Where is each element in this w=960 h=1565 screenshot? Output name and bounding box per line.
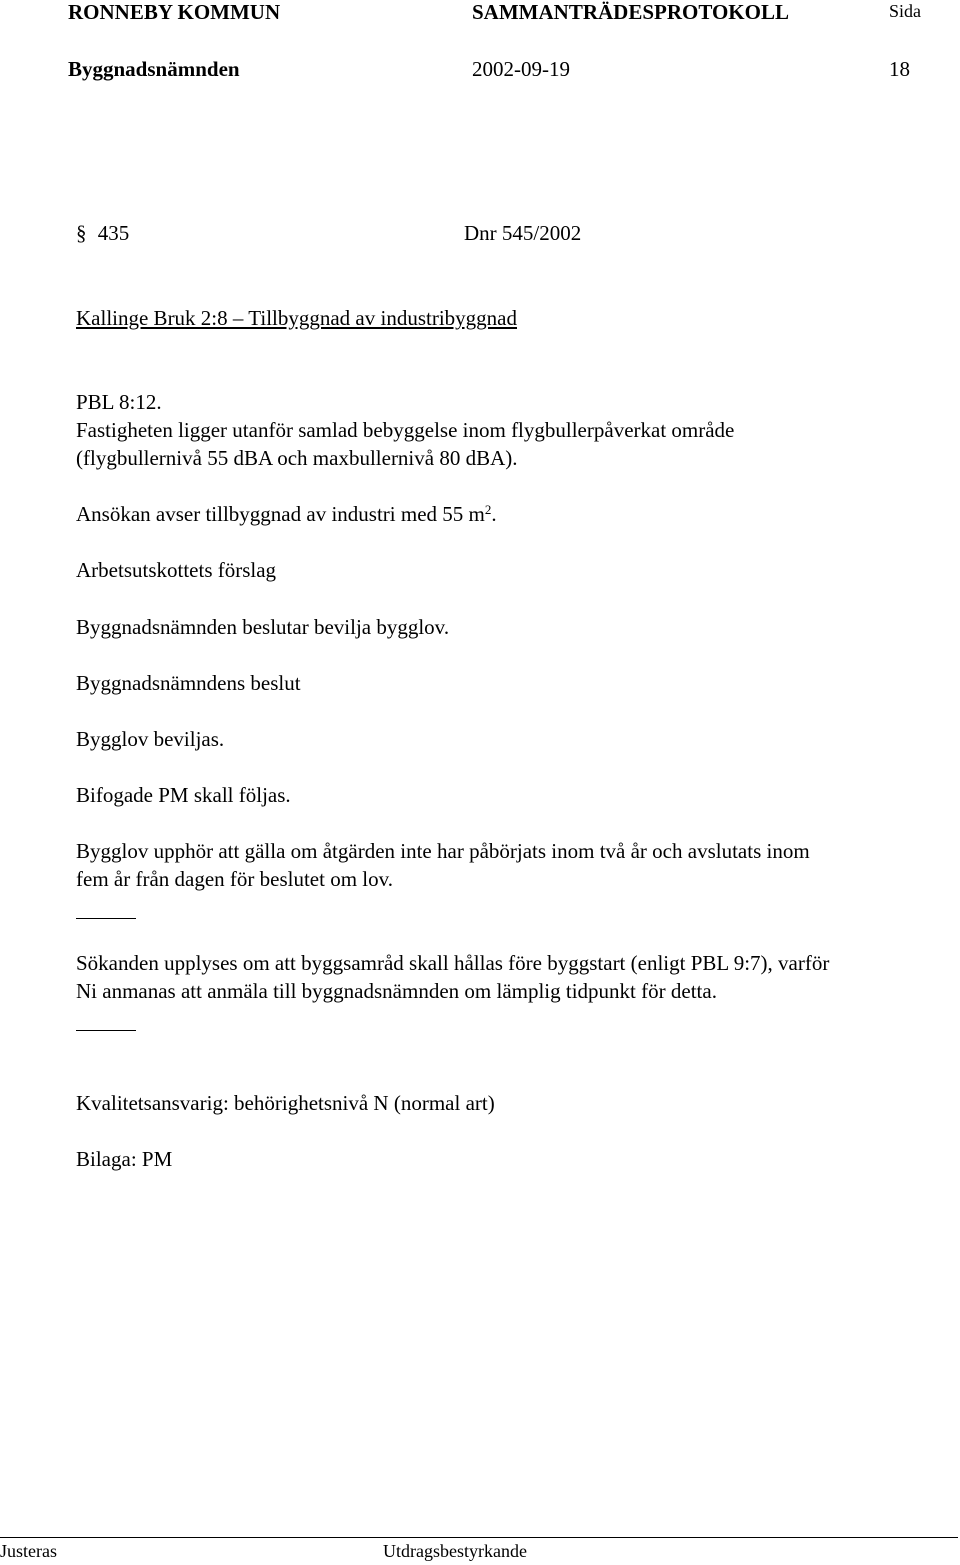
decision-1: Bygglov beviljas. (76, 727, 225, 751)
proposal-text: Byggnadsnämnden beslutar bevilja bygglov. (76, 615, 450, 639)
justeras-label: Justeras (0, 1541, 57, 1561)
decision-3-line-2: fem år från dagen för beslutet om lov. (76, 867, 394, 891)
utdragsbestyrkande-label: Utdragsbestyrkande (383, 1541, 527, 1561)
decision-3-line-1: Bygglov upphör att gälla om åtgärden inte har påbörjats inom två år och avslutats inom (76, 839, 810, 863)
footer-rule (0, 1537, 958, 1538)
section-number (76, 219, 129, 247)
dnr-label: Dnr 545/2002 (464, 221, 582, 245)
page-label: Sida (889, 1, 922, 21)
application-main: Ansökan avser tillbyggnad av industri med 55 m (76, 502, 485, 526)
location-line-1: Fastigheten ligger utanför samlad bebyggelse inom flygbullerpåverkat område (76, 418, 735, 442)
municipality-name: RONNEBY KOMMUN (68, 0, 281, 24)
attachment: Bilaga: PM (76, 1147, 173, 1171)
application-text (76, 500, 497, 528)
protocol-title: SAMMANTRÄDESPROTOKOLL (472, 0, 789, 24)
separator-1 (76, 918, 136, 919)
info-line-2: Ni anmanas att anmäla till byggnadsnämnden om lämplig tidpunkt för detta. (76, 979, 717, 1003)
section-number-value: 435 (97, 221, 130, 245)
location-line-2: (flygbullernivå 55 dBA och maxbullernivå 80 dBA). (76, 446, 518, 470)
page-number: 18 (889, 57, 910, 81)
quality-responsible: Kvalitetsansvarig: behörighetsnivå N (normal art) (76, 1091, 495, 1115)
case-title: Kallinge Bruk 2:8 – Tillbyggnad av industribyggnad (76, 306, 517, 330)
meeting-date: 2002-09-19 (472, 57, 570, 81)
info-line-1: Sökanden upplyses om att byggsamråd skall hållas före byggstart (enligt PBL 9:7), varför (76, 951, 830, 975)
separator-2 (76, 1030, 136, 1031)
pbl-reference: PBL 8:12. (76, 390, 162, 414)
decision-heading: Byggnadsnämndens beslut (76, 671, 301, 695)
committee-name: Byggnadsnämnden (68, 57, 240, 81)
section-symbol: § (76, 221, 87, 245)
proposal-heading: Arbetsutskottets förslag (76, 558, 277, 582)
application-end: . (491, 502, 497, 526)
application-superscript: 2 (484, 502, 492, 517)
decision-2: Bifogade PM skall följas. (76, 783, 291, 807)
